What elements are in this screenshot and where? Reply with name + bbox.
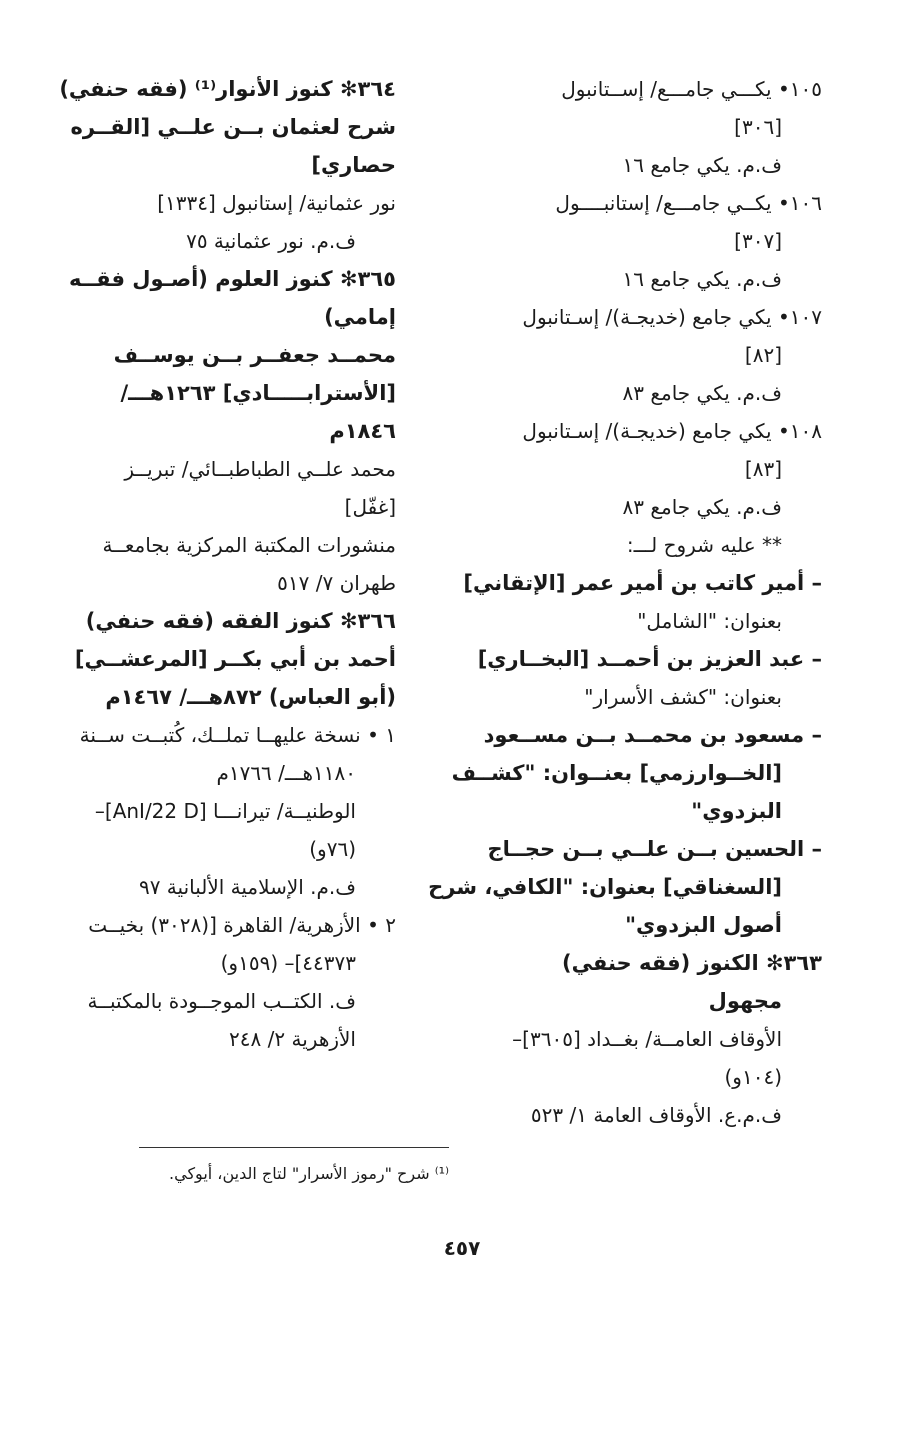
text-line: منشورات المكتبة المركزية بجامعــة [102,533,396,557]
footnote: ⁽¹⁾ شرح "رموز الأسرار" لتاج الدين، أيوكي. [169,1164,449,1183]
text-line: مجهول [708,989,782,1013]
text-line: ١٠٥• يكـــي جامـــع/ إســتانبول [561,77,822,101]
text-line: شرح لعثمان بــن علــي [القــره [70,115,396,139]
text-line: ٣٦٤✻ كنوز الأنوار⁽¹⁾ (فقه حنفي) [59,77,396,101]
text-line: بعنوان: "كشف الأسرار" [584,685,782,709]
text-line: (أبو العباس) ٨٧٢هـــ/ ١٤٦٧م [105,685,396,709]
text-line: [غفّل] [344,495,396,519]
text-line: ف.م. يكي جامع ١٦ [622,153,782,177]
text-line: ١ • نسخة عليهــا تملــك، كُتبــت ســنة [79,723,396,747]
text-line: ١٨٤٦م [329,419,396,443]
text-line: [٣٠٧] [734,229,782,253]
text-line: ف.م. نور عثمانية ٧٥ [186,229,356,253]
text-line: – مسعود بن محمــد بــن مســعود [483,723,822,747]
text-line: (٧٦و) [309,837,356,861]
footnote-divider [139,1147,449,1148]
right-column [428,70,822,1134]
text-line: ٤٤٣٧٣]– (١٥٩و) [220,951,356,975]
text-line: ١١٨٠هـــ/ ١٧٦٦م [216,761,356,785]
text-line: ف.م.ع. الأوقاف العامة ١/ ٥٢٣ [530,1103,782,1127]
text-line: [٨٣] [744,457,782,481]
text-line: إمامي) [324,305,396,329]
text-line: [الخــوارزمي] بعنــوان: "كشــف [451,761,782,785]
text-line: ٢ • الأزهرية/ القاهرة [(٣٠٢٨) بخيــت [88,913,396,937]
text-line: ف.م. يكي جامع ١٦ [622,267,782,291]
text-line: ٣٦٣✻ الكنوز (فقه حنفي) [562,951,822,975]
text-line: ٣٦٦✻ كنوز الفقه (فقه حنفي) [85,609,396,633]
text-line: [٨٢] [744,343,782,367]
text-line: ف.م. يكي جامع ٨٣ [622,495,782,519]
text-line: [الأسترابـــــادي] ١٢٦٣هـــ/ [120,381,396,405]
text-line: – أمير كاتب بن أمير عمر [الإتقاني] [463,571,822,595]
text-line: حصاري] [311,153,396,177]
text-line: الأوقاف العامــة/ بغــداد [٣٦٠٥]– [512,1027,782,1051]
text-line: محمد علــي الطباطبــائي/ تبريــز [124,457,396,481]
text-line: – عبد العزيز بن أحمــد [البخــاري] [477,647,822,671]
text-line: بعنوان: "الشامل" [637,609,782,633]
text-line: الأزهرية ٢/ ٢٤٨ [229,1027,356,1051]
text-line: البزدوي" [691,799,782,823]
text-line: ١٠٦• يكــي جامـــع/ إستانبــــول [555,191,822,215]
text-line: ٣٦٥✻ كنوز العلوم (أصـول فقــه [68,267,396,291]
text-line: أحمد بن أبي بكــر [المرعشــي] [74,647,396,671]
text-line: ف. الكتــب الموجــودة بالمكتبــة [87,989,356,1013]
text-line: الوطنيــة/ تيرانـــا [AnI/22 D]– [94,799,356,823]
text-line: ف.م. يكي جامع ٨٣ [622,381,782,405]
text-line: نور عثمانية/ إستانبول [١٣٣٤] [157,191,396,215]
left-column [59,70,396,1058]
text-line: ١٠٨• يكي جامع (خديجـة)/ إسـتانبول [522,419,822,443]
text-line: – الحسين بــن علــي بــن حجــاج [487,837,822,861]
text-line: ف.م. الإسلامية الألبانية ٩٧ [138,875,356,899]
page-number: ٤٥٧ [443,1236,481,1260]
text-line: ** عليه شروح لـــ: [626,533,782,557]
text-line: طهران ٧/ ٥١٧ [277,571,396,595]
text-line: [٣٠٦] [734,115,782,139]
text-line: أصول البزدوي" [625,913,782,937]
text-line: (١٠٤و) [724,1065,782,1089]
text-line: [السغناقي] بعنوان: "الكافي، شرح [428,875,782,899]
text-line: ١٠٧• يكي جامع (خديجـة)/ إسـتانبول [522,305,822,329]
text-line: محمــد جعفــر بــن يوســف [113,343,396,367]
